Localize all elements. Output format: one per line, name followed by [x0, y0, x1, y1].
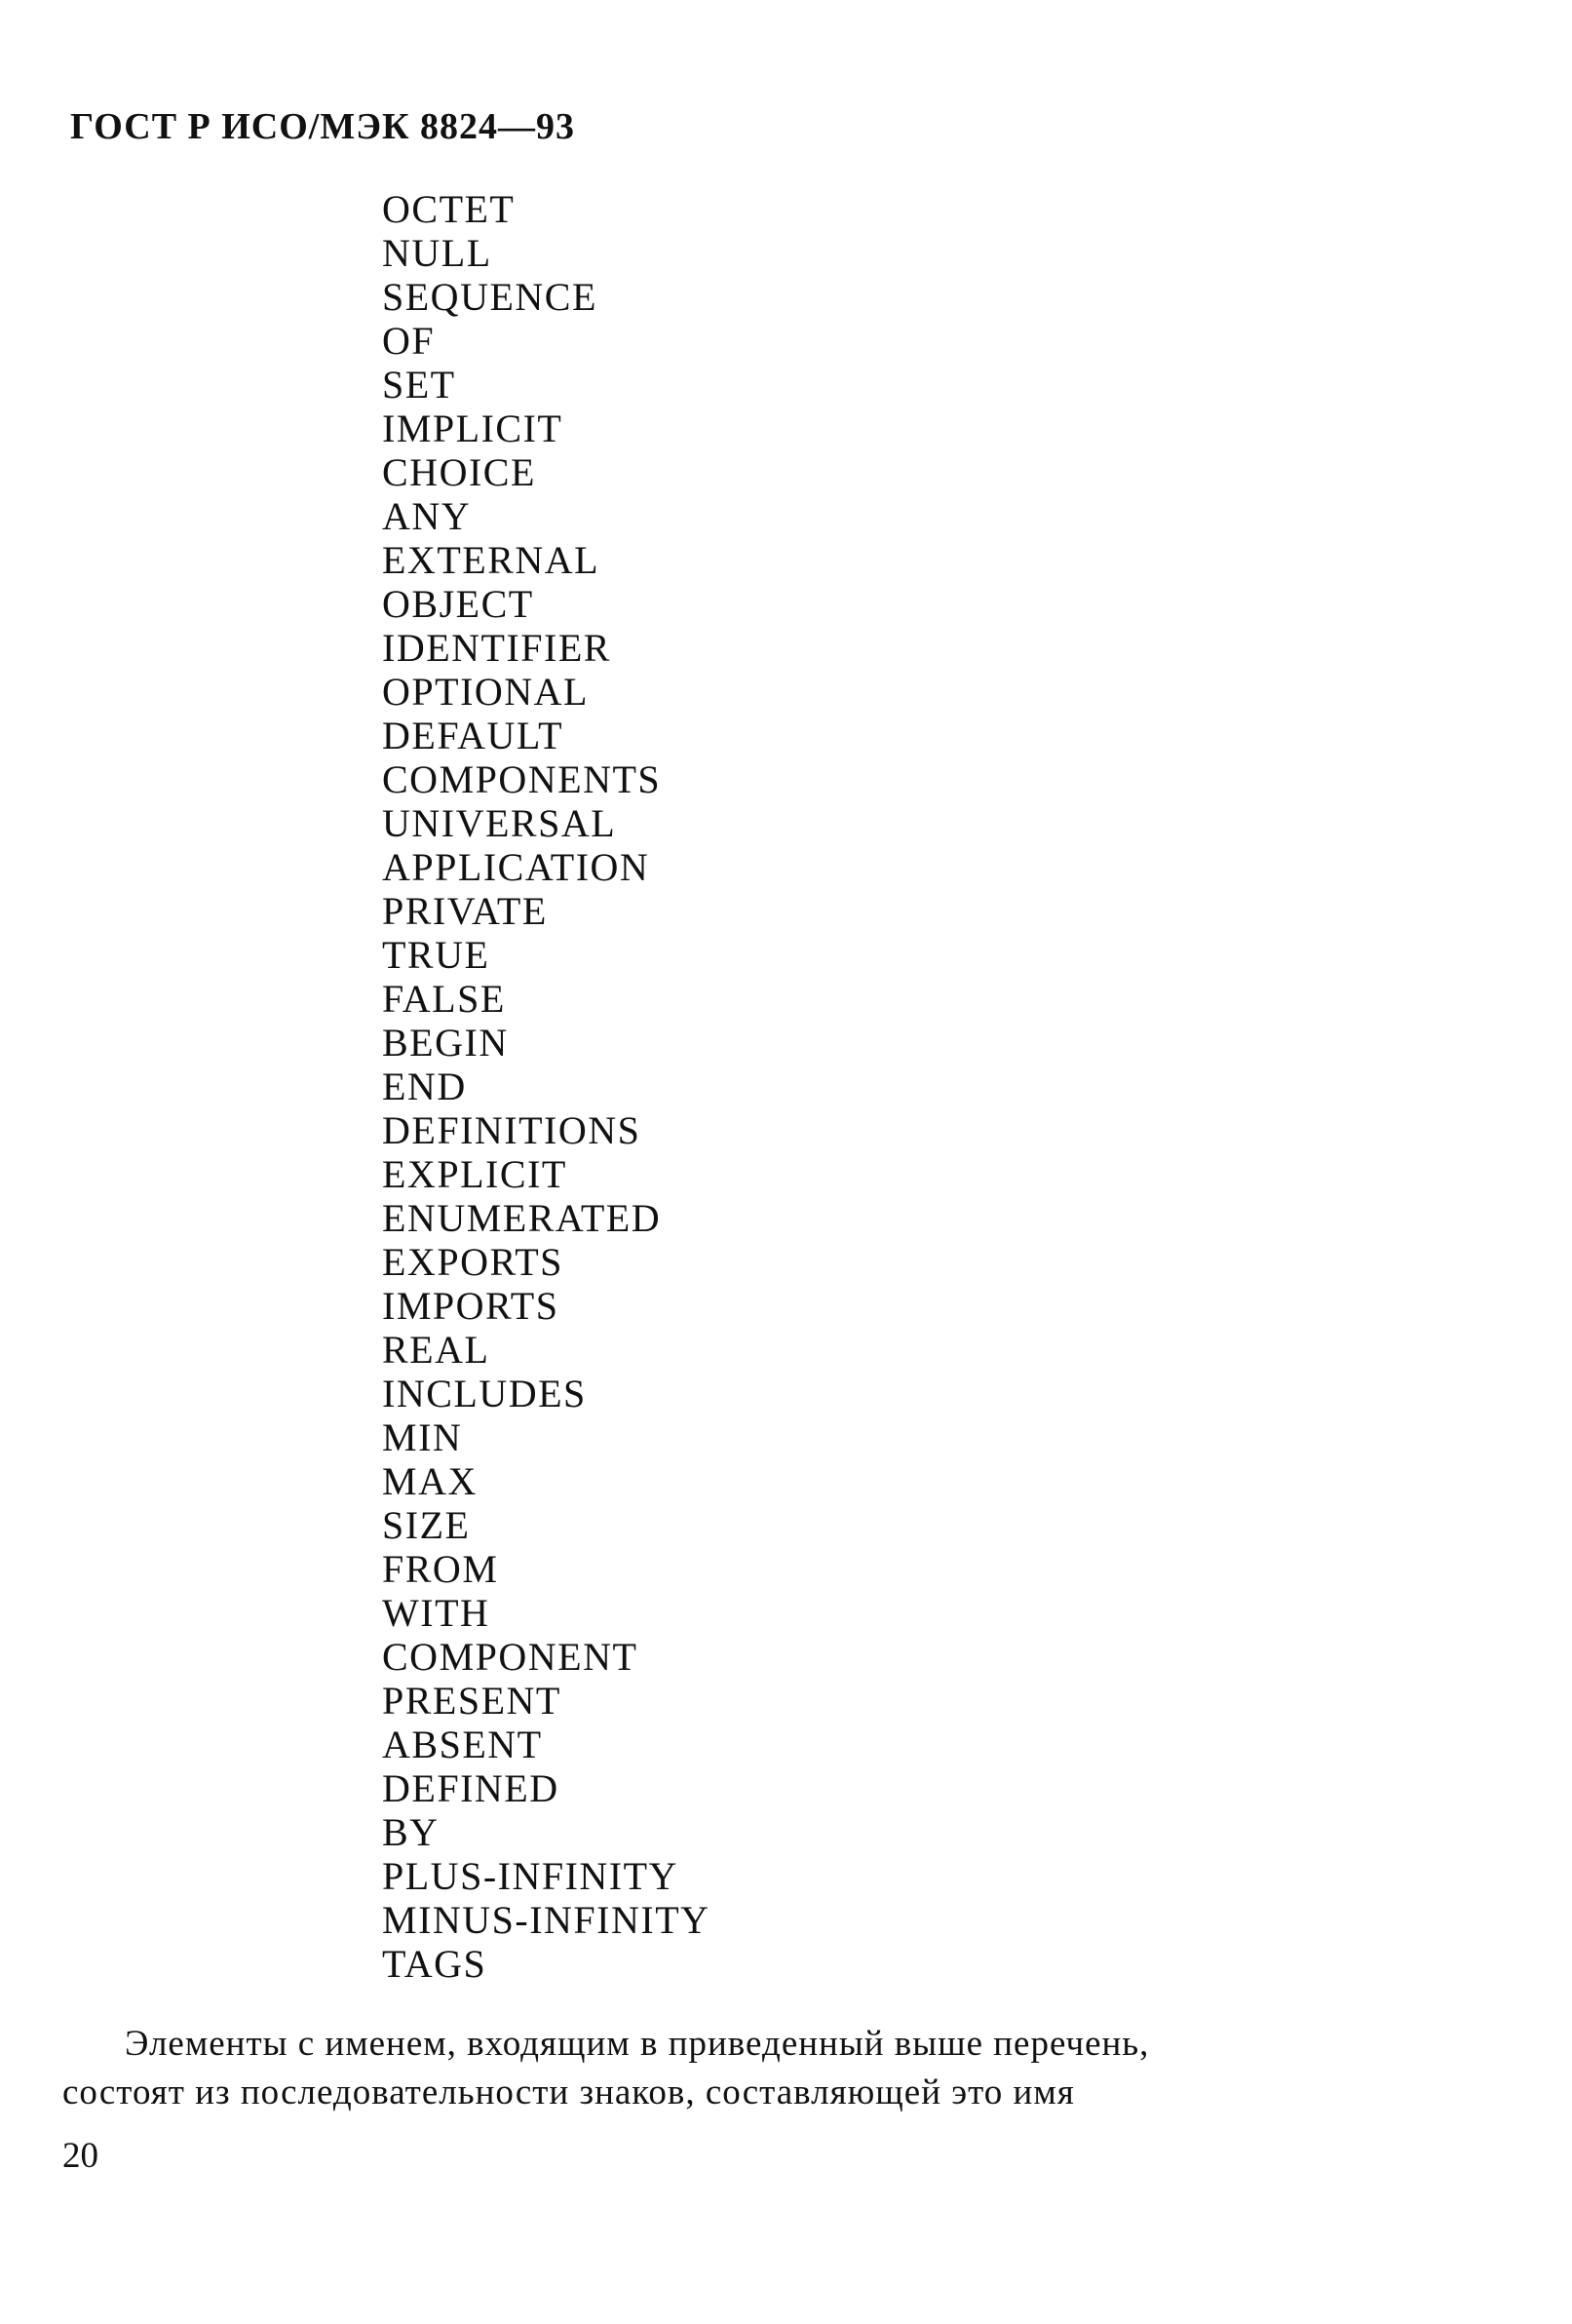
keyword-item: IMPORTS [382, 1284, 559, 1328]
keyword-item: OF [382, 319, 436, 363]
page-header: ГОСТ Р ИСО/МЭК 8824—93 [70, 106, 576, 147]
keyword-item: COMPONENT [382, 1635, 638, 1679]
keyword-item: SET [382, 363, 456, 407]
keyword-item: PLUS-INFINITY [382, 1854, 678, 1898]
keyword-item: EXPLICIT [382, 1152, 567, 1196]
keyword-item: IMPLICIT [382, 407, 563, 450]
keyword-item: UNIVERSAL [382, 801, 617, 845]
keyword-item: PRESENT [382, 1679, 561, 1723]
keyword-item: FROM [382, 1547, 499, 1591]
keyword-item: MAX [382, 1459, 478, 1503]
paragraph-line: состоят из последовательности знаков, составляющей это имя [62, 2072, 1075, 2112]
keyword-item: FALSE [382, 977, 506, 1021]
keyword-item: APPLICATION [382, 845, 650, 889]
keyword-item: SIZE [382, 1503, 471, 1547]
keyword-item: TAGS [382, 1942, 487, 1986]
keyword-item: OPTIONAL [382, 670, 589, 714]
keyword-item: COMPONENTS [382, 757, 662, 801]
keyword-item: OBJECT [382, 582, 534, 626]
keyword-item: BEGIN [382, 1021, 509, 1065]
keyword-item: ENUMERATED [382, 1196, 662, 1240]
keyword-item: DEFINITIONS [382, 1108, 641, 1152]
keyword-item: MIN [382, 1415, 463, 1459]
body-paragraph [62, 2020, 1466, 2117]
keyword-item: OCTET [382, 187, 516, 231]
page-number: 20 [62, 2136, 98, 2176]
keyword-item: EXPORTS [382, 1240, 563, 1284]
keyword-item: PRIVATE [382, 889, 548, 933]
keyword-item: REAL [382, 1328, 490, 1372]
keyword-item: END [382, 1065, 467, 1108]
keyword-item: CHOICE [382, 450, 536, 494]
keyword-item: DEFINED [382, 1766, 559, 1810]
keyword-item: MINUS-INFINITY [382, 1898, 710, 1942]
keyword-item: DEFAULT [382, 714, 564, 757]
keyword-item: TRUE [382, 933, 490, 977]
keyword-item: WITH [382, 1591, 490, 1635]
keyword-item: NULL [382, 231, 492, 275]
paragraph-line: Элементы с именем, входящим в приведенный выше перечень, [125, 2024, 1150, 2064]
keyword-item: IDENTIFIER [382, 626, 611, 670]
keyword-item: SEQUENCE [382, 275, 597, 319]
keyword-item: EXTERNAL [382, 538, 600, 582]
keyword-item: ABSENT [382, 1723, 543, 1766]
keyword-item: ANY [382, 494, 472, 538]
keyword-item: BY [382, 1810, 440, 1854]
keyword-item: INCLUDES [382, 1372, 587, 1415]
keyword-list [382, 187, 710, 1986]
